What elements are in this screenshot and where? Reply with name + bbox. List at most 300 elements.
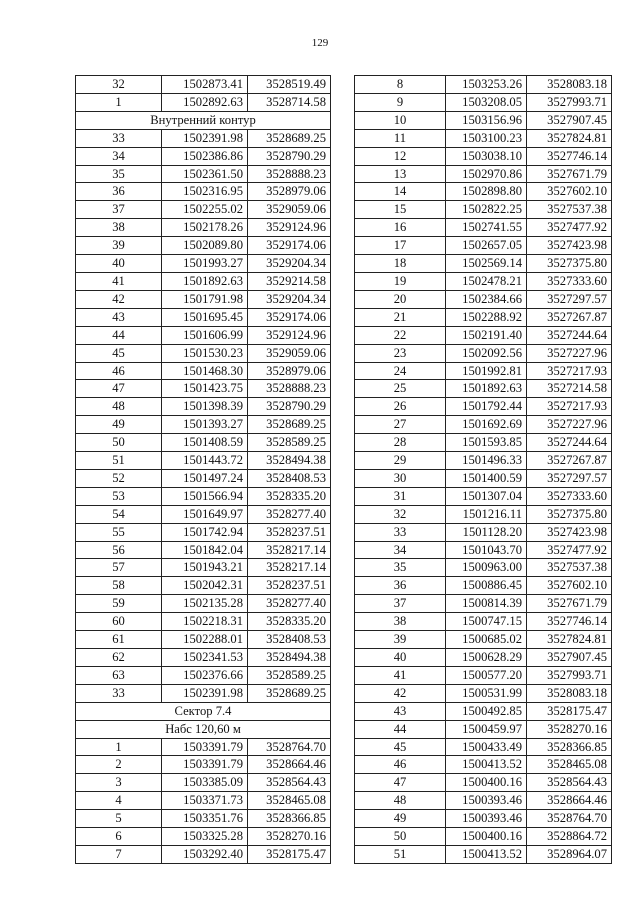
point-number-cell: 48 [76,398,162,416]
table-row [355,290,612,308]
y-coordinate-cell: 3528175.47 [527,702,612,720]
y-coordinate-cell: 3528270.16 [527,720,612,738]
y-coordinate-cell: 3527375.80 [527,505,612,523]
y-coordinate-cell: 3528664.46 [248,756,331,774]
y-coordinate-cell: 3529059.06 [248,344,331,362]
y-coordinate-cell: 3528979.06 [248,183,331,201]
x-coordinate-cell: 1501043.70 [446,541,527,559]
y-coordinate-cell: 3528790.29 [248,147,331,165]
table-row [76,487,331,505]
x-coordinate-cell: 1502288.01 [162,631,248,649]
y-coordinate-cell: 3527477.92 [527,541,612,559]
point-number-cell: 16 [355,219,446,237]
y-coordinate-cell: 3528494.38 [248,649,331,667]
point-number-cell: 8 [355,76,446,94]
table-row [76,577,331,595]
table-row [76,792,331,810]
point-number-cell: 59 [76,595,162,613]
y-coordinate-cell: 3527375.80 [527,255,612,273]
table-row [76,308,331,326]
y-coordinate-cell: 3528764.70 [527,810,612,828]
y-coordinate-cell: 3527267.87 [527,452,612,470]
table-row [76,272,331,290]
table-row [355,666,612,684]
x-coordinate-cell: 1502386.86 [162,147,248,165]
y-coordinate-cell: 3528083.18 [527,76,612,94]
point-number-cell: 9 [355,93,446,111]
point-number-cell: 17 [355,237,446,255]
table-row [355,613,612,631]
point-number-cell: 15 [355,201,446,219]
x-coordinate-cell: 1502741.55 [446,219,527,237]
y-coordinate-cell: 3527602.10 [527,577,612,595]
point-number-cell: 31 [355,487,446,505]
point-number-cell: 50 [355,828,446,846]
x-coordinate-cell: 1501398.39 [162,398,248,416]
point-number-cell: 53 [76,487,162,505]
x-coordinate-cell: 1500413.52 [446,756,527,774]
table-row [355,577,612,595]
table-row [76,290,331,308]
table-row [355,469,612,487]
x-coordinate-cell: 1500459.97 [446,720,527,738]
point-number-cell: 7 [76,845,162,863]
table-row [355,416,612,434]
x-coordinate-cell: 1501443.72 [162,452,248,470]
x-coordinate-cell: 1500747.15 [446,613,527,631]
table-row [355,702,612,720]
coordinates-table-body [355,76,612,864]
point-number-cell: 2 [76,756,162,774]
point-number-cell: 33 [76,129,162,147]
table-row [76,237,331,255]
point-number-cell: 43 [76,308,162,326]
section-caption: Сектор 7.4 [76,702,331,720]
x-coordinate-cell: 1502391.98 [162,684,248,702]
point-number-cell: 39 [355,631,446,649]
y-coordinate-cell: 3529059.06 [248,201,331,219]
point-number-cell: 24 [355,362,446,380]
point-number-cell: 61 [76,631,162,649]
x-coordinate-cell: 1501216.11 [446,505,527,523]
x-coordinate-cell: 1502191.40 [446,326,527,344]
y-coordinate-cell: 3528366.85 [527,738,612,756]
x-coordinate-cell: 1502341.53 [162,649,248,667]
y-coordinate-cell: 3528589.25 [248,666,331,684]
y-coordinate-cell: 3528964.07 [527,845,612,863]
table-row [76,649,331,667]
table-row [355,649,612,667]
x-coordinate-cell: 1500963.00 [446,559,527,577]
x-coordinate-cell: 1501530.23 [162,344,248,362]
table-row [355,595,612,613]
table-row [76,416,331,434]
y-coordinate-cell: 3529174.06 [248,308,331,326]
point-number-cell: 29 [355,452,446,470]
table-row [76,810,331,828]
table-row [355,845,612,863]
table-row [355,147,612,165]
table-row [355,792,612,810]
x-coordinate-cell: 1501128.20 [446,523,527,541]
table-row [76,756,331,774]
x-coordinate-cell: 1500400.16 [446,774,527,792]
section-caption-row [76,720,331,738]
x-coordinate-cell: 1501408.59 [162,434,248,452]
x-coordinate-cell: 1502042.31 [162,577,248,595]
y-coordinate-cell: 3528888.23 [248,165,331,183]
x-coordinate-cell: 1502391.98 [162,129,248,147]
point-number-cell: 36 [76,183,162,201]
table-row [355,720,612,738]
point-number-cell: 1 [76,93,162,111]
y-coordinate-cell: 3527993.71 [527,93,612,111]
table-row [355,541,612,559]
y-coordinate-cell: 3527227.96 [527,416,612,434]
x-coordinate-cell: 1500577.20 [446,666,527,684]
point-number-cell: 57 [76,559,162,577]
point-number-cell: 47 [76,380,162,398]
y-coordinate-cell: 3528790.29 [248,398,331,416]
point-number-cell: 56 [76,541,162,559]
point-number-cell: 63 [76,666,162,684]
table-row [76,326,331,344]
point-number-cell: 27 [355,416,446,434]
y-coordinate-cell: 3528237.51 [248,577,331,595]
table-row [355,362,612,380]
x-coordinate-cell: 1501742.94 [162,523,248,541]
x-coordinate-cell: 1500393.46 [446,792,527,810]
x-coordinate-cell: 1500492.85 [446,702,527,720]
y-coordinate-cell: 3528689.25 [248,416,331,434]
x-coordinate-cell: 1501649.97 [162,505,248,523]
table-row [355,165,612,183]
x-coordinate-cell: 1503208.05 [446,93,527,111]
table-row [76,469,331,487]
point-number-cell: 25 [355,380,446,398]
table-row [76,738,331,756]
x-coordinate-cell: 1501307.04 [446,487,527,505]
x-coordinate-cell: 1500413.52 [446,845,527,863]
x-coordinate-cell: 1500531.99 [446,684,527,702]
point-number-cell: 46 [76,362,162,380]
y-coordinate-cell: 3527537.38 [527,559,612,577]
x-coordinate-cell: 1501792.44 [446,398,527,416]
y-coordinate-cell: 3528366.85 [248,810,331,828]
table-row [76,362,331,380]
table-row [76,129,331,147]
y-coordinate-cell: 3528175.47 [248,845,331,863]
y-coordinate-cell: 3528277.40 [248,505,331,523]
table-row [355,738,612,756]
point-number-cell: 41 [76,272,162,290]
x-coordinate-cell: 1501468.30 [162,362,248,380]
y-coordinate-cell: 3527602.10 [527,183,612,201]
x-coordinate-cell: 1501593.85 [446,434,527,452]
x-coordinate-cell: 1502569.14 [446,255,527,273]
x-coordinate-cell: 1502873.41 [162,76,248,94]
x-coordinate-cell: 1502218.31 [162,613,248,631]
table-row [76,631,331,649]
x-coordinate-cell: 1500433.49 [446,738,527,756]
table-row [76,684,331,702]
y-coordinate-cell: 3527824.81 [527,631,612,649]
y-coordinate-cell: 3528270.16 [248,828,331,846]
y-coordinate-cell: 3527297.57 [527,469,612,487]
y-coordinate-cell: 3527227.96 [527,344,612,362]
table-row [355,380,612,398]
x-coordinate-cell: 1503391.79 [162,738,248,756]
table-row [355,452,612,470]
x-coordinate-cell: 1502657.05 [446,237,527,255]
x-coordinate-cell: 1503100.23 [446,129,527,147]
point-number-cell: 60 [76,613,162,631]
table-row [76,505,331,523]
table-row [76,183,331,201]
point-number-cell: 1 [76,738,162,756]
section-caption-row [76,111,331,129]
table-row [355,774,612,792]
point-number-cell: 26 [355,398,446,416]
point-number-cell: 28 [355,434,446,452]
y-coordinate-cell: 3529204.34 [248,290,331,308]
y-coordinate-cell: 3527746.14 [527,147,612,165]
point-number-cell: 3 [76,774,162,792]
x-coordinate-cell: 1503292.40 [162,845,248,863]
x-coordinate-cell: 1502288.92 [446,308,527,326]
table-row [355,308,612,326]
x-coordinate-cell: 1501393.27 [162,416,248,434]
point-number-cell: 21 [355,308,446,326]
point-number-cell: 10 [355,111,446,129]
y-coordinate-cell: 3527217.93 [527,362,612,380]
point-number-cell: 45 [76,344,162,362]
table-row [355,756,612,774]
table-row [76,828,331,846]
point-number-cell: 55 [76,523,162,541]
y-coordinate-cell: 3528408.53 [248,469,331,487]
point-number-cell: 42 [355,684,446,702]
y-coordinate-cell: 3529174.06 [248,237,331,255]
x-coordinate-cell: 1502892.63 [162,93,248,111]
point-number-cell: 50 [76,434,162,452]
x-coordinate-cell: 1501791.98 [162,290,248,308]
table-row [76,165,331,183]
table-row [76,380,331,398]
point-number-cell: 13 [355,165,446,183]
y-coordinate-cell: 3529124.96 [248,219,331,237]
table-row [355,344,612,362]
point-number-cell: 51 [355,845,446,863]
point-number-cell: 38 [76,219,162,237]
point-number-cell: 62 [76,649,162,667]
table-row [355,434,612,452]
table-row [355,237,612,255]
point-number-cell: 44 [355,720,446,738]
y-coordinate-cell: 3527671.79 [527,595,612,613]
table-row [355,559,612,577]
table-row [355,183,612,201]
y-coordinate-cell: 3527333.60 [527,272,612,290]
y-coordinate-cell: 3528217.14 [248,541,331,559]
table-row [76,559,331,577]
x-coordinate-cell: 1500400.16 [446,828,527,846]
point-number-cell: 51 [76,452,162,470]
point-number-cell: 40 [355,649,446,667]
y-coordinate-cell: 3527423.98 [527,237,612,255]
y-coordinate-cell: 3527423.98 [527,523,612,541]
y-coordinate-cell: 3528083.18 [527,684,612,702]
y-coordinate-cell: 3528689.25 [248,129,331,147]
y-coordinate-cell: 3528494.38 [248,452,331,470]
y-coordinate-cell: 3527477.92 [527,219,612,237]
y-coordinate-cell: 3527671.79 [527,165,612,183]
table-row [355,129,612,147]
y-coordinate-cell: 3527993.71 [527,666,612,684]
table-row [355,111,612,129]
x-coordinate-cell: 1501695.45 [162,308,248,326]
x-coordinate-cell: 1501566.94 [162,487,248,505]
point-number-cell: 44 [76,326,162,344]
x-coordinate-cell: 1503371.73 [162,792,248,810]
x-coordinate-cell: 1501892.63 [162,272,248,290]
table-row [76,774,331,792]
section-caption: Внутренний контур [76,111,331,129]
point-number-cell: 48 [355,792,446,810]
y-coordinate-cell: 3528277.40 [248,595,331,613]
point-number-cell: 32 [355,505,446,523]
y-coordinate-cell: 3529204.34 [248,255,331,273]
table-row [76,201,331,219]
point-number-cell: 36 [355,577,446,595]
table-row [355,272,612,290]
table-row [355,505,612,523]
x-coordinate-cell: 1501992.81 [446,362,527,380]
x-coordinate-cell: 1502178.26 [162,219,248,237]
point-number-cell: 6 [76,828,162,846]
table-row [355,93,612,111]
page-number: 129 [311,37,329,49]
x-coordinate-cell: 1502092.56 [446,344,527,362]
x-coordinate-cell: 1502089.80 [162,237,248,255]
y-coordinate-cell: 3527746.14 [527,613,612,631]
x-coordinate-cell: 1502316.95 [162,183,248,201]
y-coordinate-cell: 3528664.46 [527,792,612,810]
table-row [355,523,612,541]
table-row [76,398,331,416]
y-coordinate-cell: 3527907.45 [527,649,612,667]
x-coordinate-cell: 1502384.66 [446,290,527,308]
point-number-cell: 58 [76,577,162,595]
x-coordinate-cell: 1502135.28 [162,595,248,613]
y-coordinate-cell: 3528519.49 [248,76,331,94]
x-coordinate-cell: 1500393.46 [446,810,527,828]
point-number-cell: 34 [355,541,446,559]
point-number-cell: 23 [355,344,446,362]
point-number-cell: 34 [76,147,162,165]
x-coordinate-cell: 1502361.50 [162,165,248,183]
table-row [76,344,331,362]
y-coordinate-cell: 3528888.23 [248,380,331,398]
point-number-cell: 32 [76,76,162,94]
point-number-cell: 47 [355,774,446,792]
coordinates-table-body [76,76,331,864]
table-row [76,541,331,559]
point-number-cell: 18 [355,255,446,273]
x-coordinate-cell: 1500628.29 [446,649,527,667]
table-row [76,523,331,541]
section-caption-row [76,702,331,720]
table-row [355,76,612,94]
point-number-cell: 46 [355,756,446,774]
y-coordinate-cell: 3528589.25 [248,434,331,452]
point-number-cell: 19 [355,272,446,290]
table-row [355,487,612,505]
point-number-cell: 39 [76,237,162,255]
table-row [355,201,612,219]
y-coordinate-cell: 3528217.14 [248,559,331,577]
y-coordinate-cell: 3528564.43 [248,774,331,792]
point-number-cell: 11 [355,129,446,147]
x-coordinate-cell: 1502970.86 [446,165,527,183]
point-number-cell: 38 [355,613,446,631]
y-coordinate-cell: 3528864.72 [527,828,612,846]
x-coordinate-cell: 1503038.10 [446,147,527,165]
point-number-cell: 54 [76,505,162,523]
table-row [76,255,331,273]
point-number-cell: 14 [355,183,446,201]
point-number-cell: 49 [355,810,446,828]
x-coordinate-cell: 1501496.33 [446,452,527,470]
y-coordinate-cell: 3527537.38 [527,201,612,219]
x-coordinate-cell: 1502376.66 [162,666,248,684]
x-coordinate-cell: 1503391.79 [162,756,248,774]
point-number-cell: 33 [355,523,446,541]
table-row [76,452,331,470]
y-coordinate-cell: 3529214.58 [248,272,331,290]
y-coordinate-cell: 3527217.93 [527,398,612,416]
x-coordinate-cell: 1500886.45 [446,577,527,595]
point-number-cell: 4 [76,792,162,810]
x-coordinate-cell: 1500814.39 [446,595,527,613]
table-row [355,828,612,846]
y-coordinate-cell: 3527297.57 [527,290,612,308]
table-row [76,147,331,165]
point-number-cell: 43 [355,702,446,720]
x-coordinate-cell: 1503385.09 [162,774,248,792]
y-coordinate-cell: 3528465.08 [248,792,331,810]
x-coordinate-cell: 1502478.21 [446,272,527,290]
point-number-cell: 37 [355,595,446,613]
y-coordinate-cell: 3527244.64 [527,326,612,344]
y-coordinate-cell: 3528714.58 [248,93,331,111]
table-row [76,613,331,631]
table-row [76,845,331,863]
point-number-cell: 35 [76,165,162,183]
y-coordinate-cell: 3527824.81 [527,129,612,147]
x-coordinate-cell: 1501606.99 [162,326,248,344]
point-number-cell: 40 [76,255,162,273]
y-coordinate-cell: 3527214.58 [527,380,612,398]
point-number-cell: 20 [355,290,446,308]
x-coordinate-cell: 1503156.96 [446,111,527,129]
table-row [355,684,612,702]
x-coordinate-cell: 1502255.02 [162,201,248,219]
y-coordinate-cell: 3528564.43 [527,774,612,792]
table-row [355,326,612,344]
table-row [355,631,612,649]
y-coordinate-cell: 3528335.20 [248,487,331,505]
